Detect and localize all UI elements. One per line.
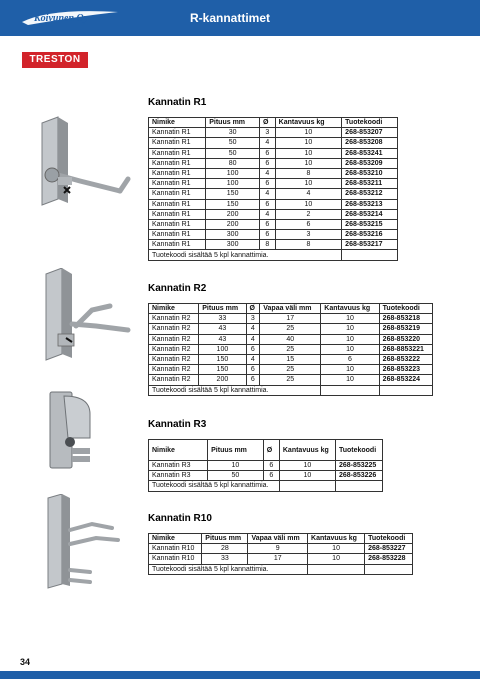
cell: 4: [260, 138, 276, 148]
r2-hook-image: [36, 268, 142, 366]
table-row: [149, 471, 383, 481]
cell: 10: [321, 314, 379, 324]
cell: 268-853213: [342, 199, 398, 209]
cell: 268-853220: [379, 334, 432, 344]
page-footer-bar: [0, 671, 480, 679]
col-tuotekoodi: Tuotekoodi: [342, 118, 398, 128]
col-pituus: Pituus mm: [199, 304, 246, 314]
cell: 9: [248, 544, 308, 554]
cell: 200: [206, 219, 260, 229]
cell: 200: [199, 375, 246, 385]
table-row: [149, 219, 398, 229]
r10-table: [148, 533, 413, 575]
r1-title: Kannatin R1: [148, 97, 207, 108]
cell: Kannatin R2: [149, 365, 199, 375]
table-row: [149, 240, 398, 250]
cell: 6: [246, 344, 260, 354]
cell: 100: [206, 168, 260, 178]
cell: 268-853216: [342, 230, 398, 240]
r3-title: Kannatin R3: [148, 419, 207, 430]
cell: Kannatin R1: [149, 209, 206, 219]
cell: 268-853211: [342, 179, 398, 189]
r1-header-row: [149, 118, 398, 128]
r2-table: [148, 303, 433, 396]
table-row: [149, 138, 398, 148]
table-note: Tuotekoodi sisältää 5 kpl kannattimia.: [149, 250, 342, 260]
cell: 268-8853221: [379, 344, 432, 354]
table-row: [149, 128, 398, 138]
r10-title: Kannatin R10: [148, 513, 212, 524]
cell: 268-853215: [342, 219, 398, 229]
cell: 268-853228: [365, 554, 413, 564]
cell: 3: [275, 230, 342, 240]
cell: 33: [202, 554, 248, 564]
cell: Kannatin R1: [149, 158, 206, 168]
table-row: [149, 199, 398, 209]
cell: 8: [260, 240, 276, 250]
table-row: [149, 365, 433, 375]
cell: 268-853209: [342, 158, 398, 168]
page-number: 34: [20, 657, 31, 667]
cell: 10: [279, 461, 335, 471]
cell: 10: [308, 554, 365, 564]
cell: 4: [246, 334, 260, 344]
table-note-row: [149, 481, 383, 491]
table-row: [149, 375, 433, 385]
cell: 300: [206, 230, 260, 240]
col-vapaa-vali: Vapaa väli mm: [248, 534, 308, 544]
col-tuotekoodi: Tuotekoodi: [365, 534, 413, 544]
col-nimike: Nimike: [149, 440, 208, 461]
treston-brand-badge: TRESTON: [22, 52, 88, 68]
cell: 10: [279, 471, 335, 481]
cell: 6: [260, 199, 276, 209]
cell: 268-853227: [365, 544, 413, 554]
cell: 30: [206, 128, 260, 138]
page-title: R-kannattimet: [190, 11, 271, 25]
col-pituus: Pituus mm: [206, 118, 260, 128]
cell: 50: [206, 138, 260, 148]
r2-title: Kannatin R2: [148, 283, 207, 294]
cell: 10: [208, 461, 264, 471]
cell: 33: [199, 314, 246, 324]
cell: 10: [321, 365, 379, 375]
r3-hook-image: [46, 388, 102, 472]
cell: Kannatin R2: [149, 354, 199, 364]
cell: 6: [260, 179, 276, 189]
cell: 4: [260, 168, 276, 178]
table-note-row: [149, 250, 398, 260]
col-nimike: Nimike: [149, 304, 199, 314]
cell: 10: [308, 544, 365, 554]
cell: 4: [275, 189, 342, 199]
table-row: [149, 230, 398, 240]
cell: Kannatin R1: [149, 138, 206, 148]
table-row: [149, 179, 398, 189]
col-nimike: Nimike: [149, 534, 202, 544]
cell: Kannatin R1: [149, 128, 206, 138]
table-row: [149, 354, 433, 364]
cell: Kannatin R1: [149, 240, 206, 250]
koivunen-logo: [20, 6, 120, 28]
cell: Kannatin R3: [149, 461, 208, 471]
cell: 150: [206, 189, 260, 199]
cell: Kannatin R2: [149, 324, 199, 334]
cell: 6: [260, 219, 276, 229]
cell: 8: [275, 240, 342, 250]
cell: 268-853222: [379, 354, 432, 364]
cell: 6: [263, 471, 279, 481]
table-row: [149, 209, 398, 219]
table-row: [149, 544, 413, 554]
page-header: [0, 0, 480, 36]
cell: 268-853210: [342, 168, 398, 178]
cell: 150: [199, 365, 246, 375]
cell: 6: [321, 354, 379, 364]
col-nimike: Nimike: [149, 118, 206, 128]
cell: 6: [263, 461, 279, 471]
cell: Kannatin R10: [149, 544, 202, 554]
table-row: [149, 189, 398, 199]
table-row: [149, 148, 398, 158]
cell: 150: [199, 354, 246, 364]
col-diameter: Ø: [246, 304, 260, 314]
cell: 15: [260, 354, 321, 364]
cell: 6: [260, 158, 276, 168]
cell: 100: [199, 344, 246, 354]
table-row: [149, 334, 433, 344]
svg-text:Koivunen Oy: Koivunen Oy: [34, 13, 89, 24]
r1-hook-image: [28, 115, 132, 215]
col-vapaa-vali: Vapaa väli mm: [260, 304, 321, 314]
cell: 10: [275, 138, 342, 148]
cell: 4: [246, 324, 260, 334]
cell: 10: [321, 344, 379, 354]
cell: 25: [260, 344, 321, 354]
cell: Kannatin R1: [149, 189, 206, 199]
col-kantavuus: Kantavuus kg: [308, 534, 365, 544]
cell: 25: [260, 375, 321, 385]
cell: 50: [208, 471, 264, 481]
cell: Kannatin R1: [149, 230, 206, 240]
cell: 268-853218: [379, 314, 432, 324]
table-note: Tuotekoodi sisältää 5 kpl kannattimia.: [149, 481, 280, 491]
col-pituus: Pituus mm: [202, 534, 248, 544]
cell: 268-853212: [342, 189, 398, 199]
col-kantavuus: Kantavuus kg: [279, 440, 335, 461]
cell: 268-853214: [342, 209, 398, 219]
r3-header-row: [149, 440, 383, 461]
cell: Kannatin R1: [149, 179, 206, 189]
col-tuotekoodi: Tuotekoodi: [379, 304, 432, 314]
r10-header-row: [149, 534, 413, 544]
r3-table: [148, 439, 383, 492]
cell: 3: [246, 314, 260, 324]
cell: 4: [260, 189, 276, 199]
cell: 6: [260, 148, 276, 158]
cell: 6: [246, 375, 260, 385]
cell: 100: [206, 179, 260, 189]
table-row: [149, 168, 398, 178]
cell: 4: [246, 354, 260, 364]
table-row: [149, 554, 413, 564]
cell: 150: [206, 199, 260, 209]
cell: 268-853224: [379, 375, 432, 385]
cell: Kannatin R3: [149, 471, 208, 481]
cell: 268-853217: [342, 240, 398, 250]
cell: 43: [199, 334, 246, 344]
cell: 3: [260, 128, 276, 138]
cell: Kannatin R1: [149, 148, 206, 158]
cell: 10: [275, 148, 342, 158]
cell: Kannatin R2: [149, 375, 199, 385]
table-note: Tuotekoodi sisältää 5 kpl kannattimia.: [149, 564, 308, 574]
cell: Kannatin R1: [149, 168, 206, 178]
cell: 17: [248, 554, 308, 564]
cell: 40: [260, 334, 321, 344]
table-note-row: [149, 564, 413, 574]
r1-table: [148, 117, 398, 261]
r2-header-row: [149, 304, 433, 314]
col-diameter: Ø: [260, 118, 276, 128]
cell: Kannatin R2: [149, 314, 199, 324]
table-note: Tuotekoodi sisältää 5 kpl kannattimia.: [149, 385, 321, 395]
cell: 268-853241: [342, 148, 398, 158]
table-row: [149, 158, 398, 168]
table-row: [149, 314, 433, 324]
cell: 6: [275, 219, 342, 229]
cell: Kannatin R1: [149, 219, 206, 229]
cell: 268-853207: [342, 128, 398, 138]
cell: 28: [202, 544, 248, 554]
cell: 200: [206, 209, 260, 219]
cell: 6: [246, 365, 260, 375]
cell: Kannatin R2: [149, 344, 199, 354]
table-row: [149, 461, 383, 471]
col-tuotekoodi: Tuotekoodi: [335, 440, 382, 461]
cell: 268-853208: [342, 138, 398, 148]
cell: Kannatin R2: [149, 334, 199, 344]
cell: 300: [206, 240, 260, 250]
cell: 268-853226: [335, 471, 382, 481]
cell: Kannatin R10: [149, 554, 202, 564]
cell: 10: [321, 334, 379, 344]
cell: 80: [206, 158, 260, 168]
cell: 10: [275, 158, 342, 168]
cell: 10: [321, 375, 379, 385]
cell: 25: [260, 365, 321, 375]
table-note-row: [149, 385, 433, 395]
cell: 268-853223: [379, 365, 432, 375]
col-kantavuus: Kantavuus kg: [321, 304, 379, 314]
table-row: [149, 344, 433, 354]
cell: 6: [260, 230, 276, 240]
cell: 10: [275, 128, 342, 138]
cell: 10: [321, 324, 379, 334]
cell: 25: [260, 324, 321, 334]
cell: 8: [275, 168, 342, 178]
cell: 268-853225: [335, 461, 382, 471]
cell: 2: [275, 209, 342, 219]
cell: Kannatin R1: [149, 199, 206, 209]
col-kantavuus: Kantavuus kg: [275, 118, 342, 128]
cell: 17: [260, 314, 321, 324]
table-row: [149, 324, 433, 334]
cell: 43: [199, 324, 246, 334]
cell: 10: [275, 179, 342, 189]
cell: 4: [260, 209, 276, 219]
cell: 10: [275, 199, 342, 209]
col-pituus: Pituus mm: [208, 440, 264, 461]
col-diameter: Ø: [263, 440, 279, 461]
r10-hook-image: [40, 494, 124, 590]
cell: 268-853219: [379, 324, 432, 334]
cell: 50: [206, 148, 260, 158]
